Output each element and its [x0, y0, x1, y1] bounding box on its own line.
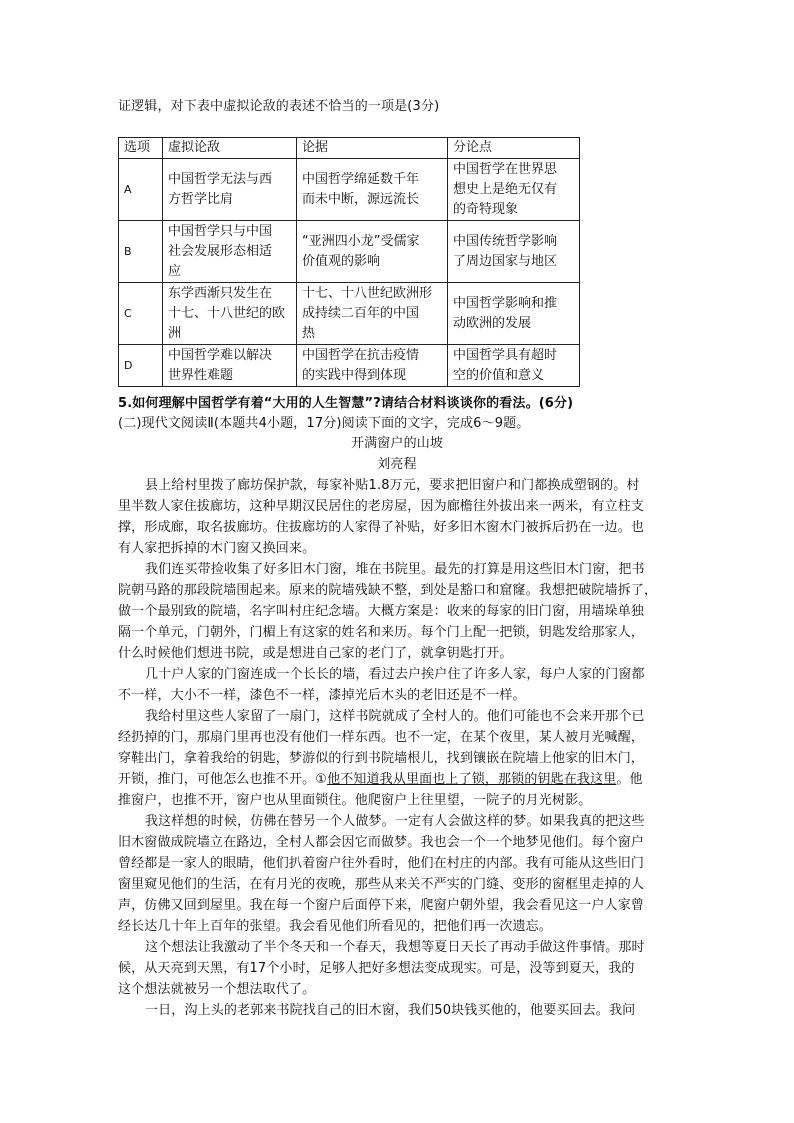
paragraph-line: 窗里窥见他们的生活，在有月光的夜晚，那些从来关不严实的门缝、变形的窗框里走掉的人 [118, 877, 645, 892]
paragraph-line: 几十户人家的门窗连成一个长长的墙，看过去户挨户住了许多人家，每户人家的门窗都 [145, 667, 645, 682]
table-cell: 中国传统哲学影响 了周边国家与地区 [448, 221, 580, 283]
underlined-sentence-1: 他不知道我从里面也上了锁，那锁的钥匙在我这里 [327, 772, 617, 787]
paragraph-line: 县上给村里拨了廊坊保护款，每家补贴1.8万元，要求把旧窗户和门都换成塑钢的。村 [145, 478, 640, 493]
table-cell: 中国哲学影响和推 动欧洲的发展 [448, 283, 580, 345]
paragraph-line: 推窗户，也推不开，窗户也从里面锁住。他爬窗户上往里望，一院子的月光树影。 [118, 793, 592, 808]
paragraph-line: 经长达几十年上百年的张望。我会看见他们所看见的，把他们再一次遗忘。 [118, 919, 552, 934]
table-row [119, 159, 580, 221]
paragraph-line: 候，从天亮到天黑，有17个小时，足够人把好多想法变成现实。可是，没等到夏天，我的 [118, 961, 635, 976]
paragraph-line: 经扔掉的门，那扇门里再也没有他们一样东西。也不一定，在某个夜里，某人被月光喊醒， [118, 730, 645, 745]
header-option: 选项 [119, 138, 163, 159]
option-label: A [119, 159, 163, 221]
paragraph-line: 我给村里这些人家留了一扇门，这样书院就成了全村人的。他们可能也不会来开那个已 [145, 709, 645, 724]
paragraph-line: 撑，形成廊，取名拔廊坊。住拔廊坊的人家得了补贴，好多旧木窗木门被拆后扔在一边。也 [118, 520, 645, 535]
header-evidence: 论据 [297, 138, 448, 159]
paragraph-line: 做一个最别致的院墙，名字叫村庄纪念墙。大概方案是：收来的每家的旧门窗，用墙垛单独 [118, 604, 645, 619]
question-5: 5.如何理解中国哲学有着“大用的人生智慧”?请结合材料谈谈你的看法。(6分) [118, 396, 574, 411]
table-row [119, 221, 580, 283]
table-cell: 中国哲学难以解决 世界性难题 [163, 345, 297, 387]
paragraph-line: 我们连买带捡收集了好多旧木门窗，堆在书院里。最先的打算是用这些旧木门窗，把书 [145, 562, 645, 577]
article-author: 刘亮程 [377, 457, 417, 472]
option-label: C [119, 283, 163, 345]
paragraph-line: 有人家把拆掉的木门窗又换回来。 [118, 541, 316, 556]
paragraph-line: 不一样，大小不一样，漆色不一样，漆掉光后木头的老旧还是不一样。 [118, 688, 526, 703]
paragraph-line: 一日，沟上头的老郭来书院找自己的旧木窗，我们50块钱买他的，他要买回去。我问 [145, 1003, 636, 1018]
table-header-row [119, 138, 580, 159]
table-cell: 中国哲学在抗击疫情 的实践中得到体现 [297, 345, 448, 387]
table-cell: 东学西渐只发生在 十七、十八世纪的欧 洲 [163, 283, 297, 345]
table-cell: 中国哲学具有超时 空的价值和意义 [448, 345, 580, 387]
header-virtual-opponent: 虚拟论敌 [163, 138, 297, 159]
table-cell: 十七、十八世纪欧洲形 成持续二百年的中国 热 [297, 283, 448, 345]
header-sub-argument: 分论点 [448, 138, 580, 159]
table-cell: 中国哲学绵延数千年 而未中断，源远流长 [297, 159, 448, 221]
table-cell: “亚洲四小龙”受儒家 价值观的影响 [297, 221, 448, 283]
paragraph-line: 曾经都是一家人的眼睛，他们扒着窗户往外看时，他们在村庄的内部。我有可能从这些旧门 [118, 856, 645, 871]
paragraph-line: 旧木窗做成院墙立在路边，全村人都会因它而做梦。我也会一个一个地梦见他们。每个窗户 [118, 835, 645, 850]
paragraph-line: 这个想法就被另一个想法取代了。 [118, 982, 316, 997]
table-cell: 中国哲学在世界思 想史上是绝无仅有 的奇特现象 [448, 159, 580, 221]
question-4-intro: 证逻辑，对下表中虚拟论敌的表述不恰当的一项是(3分) [118, 99, 440, 114]
paragraph-line: 院朝马路的那段院墙围起来。原来的院墙残缺不整，到处是豁口和窟窿。我想把破院墙拆了， [118, 583, 658, 598]
table-row [119, 345, 580, 387]
article-title: 开满窗户的山坡 [350, 436, 444, 451]
table-cell: 中国哲学只与中国 社会发展形态相适 应 [163, 221, 297, 283]
paragraph-line: 开锁，推门，可他怎么也推不开。①他不知道我从里面也上了锁，那锁的钥匙在我这里。他 [118, 772, 643, 787]
paragraph-line: 穿鞋出门，拿着我给的钥匙，梦游似的行到书院墙根儿，找到镶嵌在院墙上他家的旧木门， [118, 751, 645, 766]
paragraph-line: 声，仿佛又回到屋里。我在每一个窗户后面停下来，爬窗户朝外望，我会看见这一户人家曾 [118, 898, 645, 913]
options-table [118, 137, 580, 387]
section-heading: (二)现代文阅读Ⅱ(本题共4小题，17分)阅读下面的文字，完成6～9题。 [118, 416, 530, 431]
option-label: B [119, 221, 163, 283]
table-cell: 中国哲学无法与西 方哲学比肩 [163, 159, 297, 221]
paragraph-line: 隔一个单元，门朝外，门楣上有这家的姓名和来历。每个门上配一把锁，钥匙发给那家人， [118, 625, 645, 640]
paragraph-line: 什么时候他们想进书院，或是想进自己家的老门了，就拿钥匙打开。 [118, 646, 513, 661]
table-row [119, 283, 580, 345]
paragraph-line: 里半数人家住拔廊坊，这种早期汉民居住的老房屋，因为廊檐往外拔出来一两米，有立柱支 [118, 499, 645, 514]
paragraph-line: 这个想法让我激动了半个冬天和一个春天，我想等夏日天长了再动手做这件事情。那时 [145, 940, 645, 955]
paragraph-line: 我这样想的时候，仿佛在替另一个人做梦。一定有人会做这样的梦。如果我真的把这些 [145, 814, 645, 829]
option-label: D [119, 345, 163, 387]
